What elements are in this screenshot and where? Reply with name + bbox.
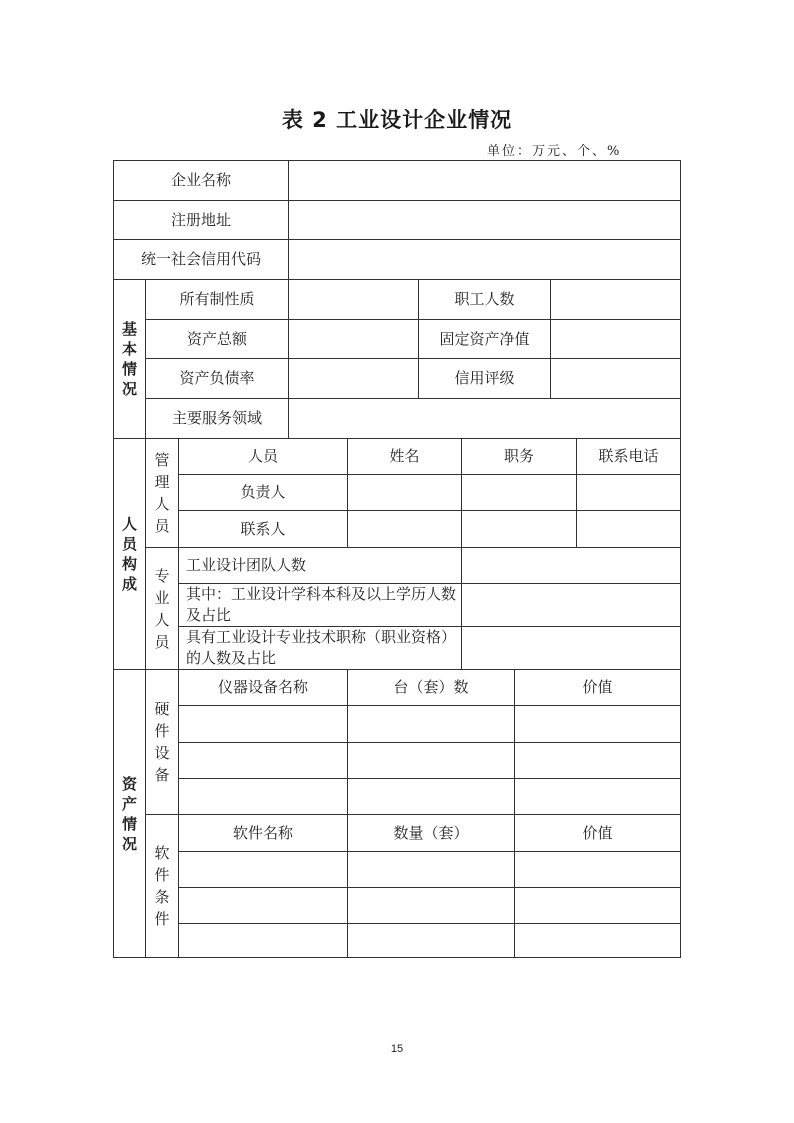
header-software-count: 数量（套） bbox=[347, 814, 515, 852]
label-credit-rating: 信用评级 bbox=[418, 358, 551, 399]
section-basic-info bbox=[113, 279, 146, 439]
subsection-char: 备 bbox=[154, 766, 170, 784]
field-leader-position[interactable] bbox=[461, 474, 577, 511]
field-registered-address[interactable] bbox=[288, 200, 681, 240]
field-enterprise-name[interactable] bbox=[288, 160, 681, 201]
section-char: 基 bbox=[121, 320, 137, 338]
subsection-char: 件 bbox=[154, 910, 170, 928]
header-phone: 联系电话 bbox=[576, 438, 681, 475]
header-equipment-name: 仪器设备名称 bbox=[178, 669, 348, 706]
field-contact-name[interactable] bbox=[347, 510, 462, 548]
field-software-count[interactable] bbox=[347, 851, 515, 888]
field-software-value[interactable] bbox=[514, 851, 681, 888]
section-char: 本 bbox=[121, 340, 137, 358]
header-equipment-count: 台（套）数 bbox=[347, 669, 515, 706]
section-char: 情 bbox=[121, 360, 137, 378]
subsection-professional bbox=[145, 547, 179, 670]
label-credit-code: 统一社会信用代码 bbox=[113, 239, 289, 280]
field-service-area[interactable] bbox=[288, 398, 681, 439]
field-software-value[interactable] bbox=[514, 887, 681, 924]
header-position: 职务 bbox=[461, 438, 577, 475]
field-equipment-count[interactable] bbox=[347, 705, 515, 743]
subsection-char: 硬 bbox=[154, 700, 170, 718]
section-char: 况 bbox=[121, 380, 137, 398]
label-enterprise-name: 企业名称 bbox=[113, 160, 289, 201]
label-fixed-assets-net: 固定资产净值 bbox=[418, 319, 551, 359]
section-char: 况 bbox=[121, 834, 137, 853]
section-char: 成 bbox=[121, 575, 137, 593]
field-contact-position[interactable] bbox=[461, 510, 577, 548]
label-debt-ratio: 资产负债率 bbox=[145, 358, 289, 399]
subsection-char: 业 bbox=[154, 588, 170, 607]
field-software-count[interactable] bbox=[347, 887, 515, 924]
field-bachelor-ratio[interactable] bbox=[461, 583, 681, 627]
section-assets bbox=[113, 669, 146, 958]
field-total-assets[interactable] bbox=[288, 319, 419, 359]
header-name: 姓名 bbox=[347, 438, 462, 475]
section-char: 人 bbox=[121, 515, 137, 533]
field-software-count[interactable] bbox=[347, 923, 515, 958]
field-equipment-name[interactable] bbox=[178, 742, 348, 779]
field-contact-phone[interactable] bbox=[576, 510, 681, 548]
field-design-team-size[interactable] bbox=[461, 547, 681, 584]
section-char: 员 bbox=[121, 535, 137, 553]
section-char: 产 bbox=[121, 794, 137, 813]
field-software-name[interactable] bbox=[178, 887, 348, 924]
subsection-char: 软 bbox=[154, 844, 170, 862]
subsection-char: 理 bbox=[154, 473, 170, 491]
section-char: 情 bbox=[121, 814, 137, 833]
subsection-char: 件 bbox=[154, 866, 170, 884]
unit-note: 单位：万元、个、% bbox=[487, 144, 622, 159]
subsection-char: 管 bbox=[154, 451, 170, 469]
label-employees: 职工人数 bbox=[418, 279, 551, 320]
subsection-software bbox=[145, 814, 179, 958]
field-equipment-name[interactable] bbox=[178, 705, 348, 743]
row-label-leader: 负责人 bbox=[178, 474, 348, 511]
subsection-char: 人 bbox=[154, 495, 170, 513]
row-label-contact: 联系人 bbox=[178, 510, 348, 548]
field-software-name[interactable] bbox=[178, 923, 348, 958]
label-service-area: 主要服务领域 bbox=[145, 398, 289, 439]
field-ownership[interactable] bbox=[288, 279, 419, 320]
subsection-char: 设 bbox=[154, 744, 170, 762]
label-registered-address: 注册地址 bbox=[113, 200, 289, 240]
field-equipment-value[interactable] bbox=[514, 742, 681, 779]
header-software-value: 价值 bbox=[514, 814, 681, 852]
header-equipment-value: 价值 bbox=[514, 669, 681, 706]
field-employees[interactable] bbox=[550, 279, 681, 320]
field-leader-phone[interactable] bbox=[576, 474, 681, 511]
header-person: 人员 bbox=[178, 438, 348, 475]
field-equipment-value[interactable] bbox=[514, 705, 681, 743]
subsection-hardware bbox=[145, 669, 179, 815]
field-equipment-name[interactable] bbox=[178, 778, 348, 815]
label-bachelor-ratio: 其中：工业设计学科本科及以上学历人数及占比 bbox=[178, 583, 462, 627]
label-title-ratio: 具有工业设计专业技术职称（职业资格）的人数及占比 bbox=[178, 626, 462, 670]
field-software-name[interactable] bbox=[178, 851, 348, 888]
section-staff bbox=[113, 438, 146, 670]
section-char: 资 bbox=[121, 774, 137, 793]
field-equipment-count[interactable] bbox=[347, 742, 515, 779]
label-total-assets: 资产总额 bbox=[145, 319, 289, 359]
subsection-char: 人 bbox=[154, 610, 170, 629]
header-software-name: 软件名称 bbox=[178, 814, 348, 852]
field-leader-name[interactable] bbox=[347, 474, 462, 511]
subsection-char: 专 bbox=[154, 566, 170, 585]
section-char: 构 bbox=[121, 555, 137, 573]
subsection-char: 员 bbox=[154, 517, 170, 535]
subsection-management bbox=[145, 438, 179, 548]
label-ownership: 所有制性质 bbox=[145, 279, 289, 320]
field-fixed-assets-net[interactable] bbox=[550, 319, 681, 359]
field-credit-code[interactable] bbox=[288, 239, 681, 280]
field-equipment-value[interactable] bbox=[514, 778, 681, 815]
label-design-team-size: 工业设计团队人数 bbox=[178, 547, 462, 584]
subsection-char: 件 bbox=[154, 722, 170, 740]
page-number: 15 bbox=[390, 1043, 404, 1055]
field-equipment-count[interactable] bbox=[347, 778, 515, 815]
page-title: 表 2 工业设计企业情况 bbox=[281, 108, 513, 132]
subsection-char: 条 bbox=[154, 888, 170, 906]
enterprise-info-table bbox=[113, 160, 681, 958]
field-credit-rating[interactable] bbox=[550, 358, 681, 399]
subsection-char: 员 bbox=[154, 632, 170, 651]
field-title-ratio[interactable] bbox=[461, 626, 681, 670]
field-debt-ratio[interactable] bbox=[288, 358, 419, 399]
field-software-value[interactable] bbox=[514, 923, 681, 958]
